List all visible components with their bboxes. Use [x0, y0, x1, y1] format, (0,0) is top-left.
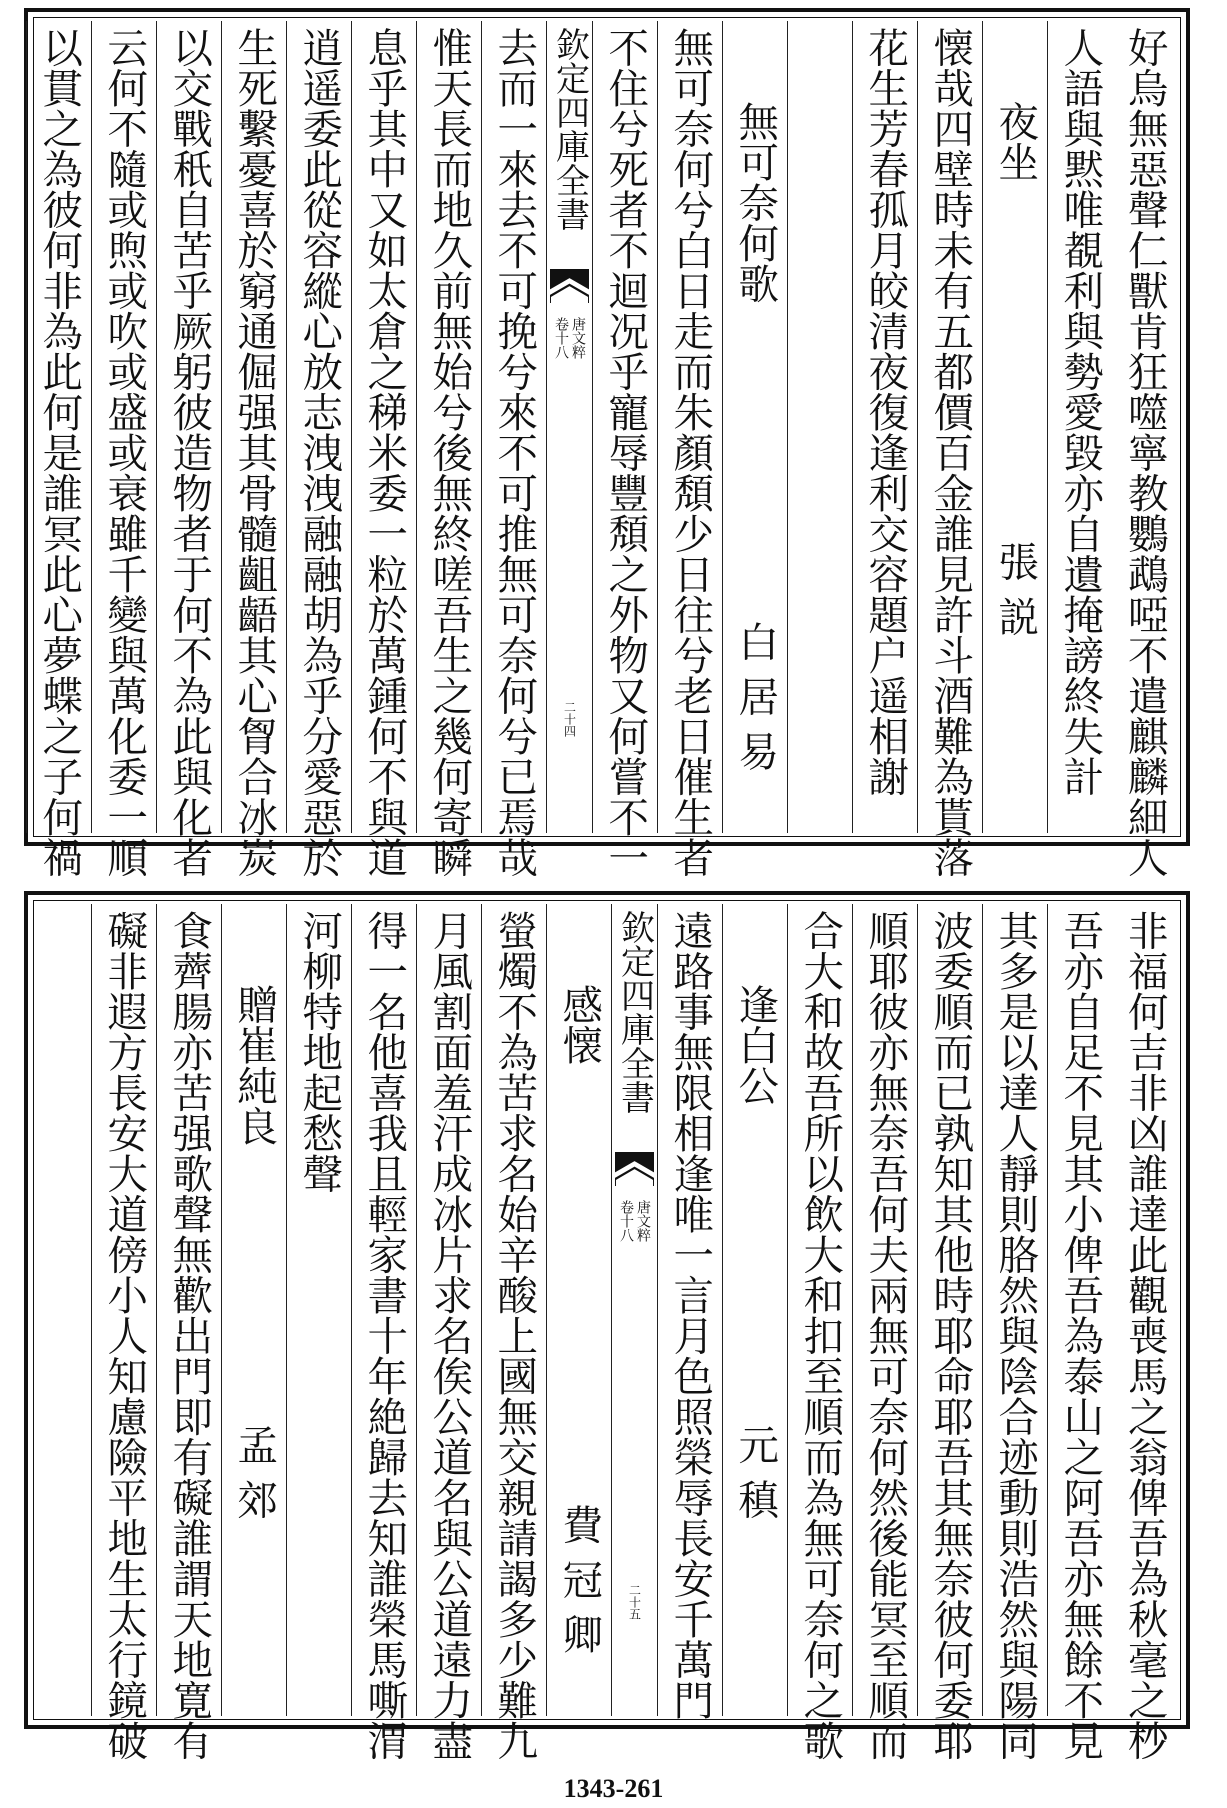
banner-column: [546, 21, 592, 833]
title-column: [221, 904, 286, 1716]
text-line: 花生芳春孤月皎清夜復逢利交容題户遥相謝: [861, 27, 910, 797]
text-line: 生死繫憂喜於窮通倔强其骨髓齟齬其心胷合冰炭: [230, 27, 279, 878]
banner-title: 欽定四庫全書: [614, 910, 655, 1114]
text-line: 遠路事無限相逢唯一言月色照榮辱長安千萬門: [666, 910, 715, 1720]
text-column: [657, 21, 722, 878]
poem-title: 無可奈何歌: [731, 101, 780, 304]
text-column: [1047, 21, 1112, 833]
text-line: 息乎其中又如太倉之稊米委一粒於萬鍾何不與道: [360, 27, 409, 878]
poem-author: 費冠卿: [555, 1504, 604, 1669]
title-column: [722, 21, 787, 833]
text-line: 食薺腸亦苦强歌聲無歡出門即有礙誰謂天地寛有: [165, 910, 214, 1761]
text-line: 礙非遐方長安大道傍小人知慮險平地生太行鏡破: [100, 910, 149, 1761]
text-line: 懐哉四壁時未有五都價百金誰見許斗酒難為貰落: [926, 27, 975, 878]
text-column: [156, 21, 221, 878]
text-line: 順耶彼亦無奈吾何夫兩無可奈何然後能冥至順而: [861, 910, 910, 1761]
text-line: 云何不隨或煦或吹或盛或衰雖千變與萬化委一順: [100, 27, 149, 878]
text-column: [481, 21, 546, 878]
text-column: [221, 21, 286, 878]
volume-label: [619, 1200, 650, 1242]
text-line: 月風割面羞汗成冰片求名俟公道名與公道遠力盡: [425, 910, 474, 1761]
text-column: [1047, 904, 1112, 1761]
leaf-number: 二十五: [627, 1584, 642, 1620]
text-line: 人語與黙唯覩利與勢愛毀亦自遺掩謗終失計: [1056, 27, 1105, 797]
poem-author: 元稹: [731, 1424, 780, 1534]
fish-tail-ornament-icon: [550, 269, 589, 303]
collection-name: 唐文粹: [635, 1200, 651, 1242]
book-page-bottom: [24, 891, 1190, 1761]
text-column: [787, 904, 852, 1761]
text-line: 得一名他喜我且輕家書十年絶歸去知誰榮馬嘶渭: [360, 910, 409, 1761]
leaf-number: 二十四: [562, 701, 577, 737]
poem-author: 孟郊: [230, 1424, 279, 1534]
collection-name: 唐文粹: [570, 317, 586, 359]
banner-title: 欽定四庫全書: [549, 27, 590, 231]
text-column: [286, 21, 351, 878]
text-line: 以貫之為彼何非為此何是誰冥此心夢蝶之子何禍: [35, 27, 84, 878]
volume-number: 卷十八: [618, 1200, 634, 1242]
text-column: [852, 21, 917, 833]
fish-tail-ornament-icon: [615, 1152, 654, 1186]
text-column: [416, 904, 481, 1761]
text-line: 無可奈何兮白日走而朱顏頽少日往兮老日催生者: [666, 27, 715, 878]
text-column: [1112, 21, 1177, 878]
text-line: 以交戰秖自苦乎厥躬彼造物者于何不為此與化者: [165, 27, 214, 878]
text-column: [917, 904, 982, 1761]
text-line: 其多是以達人靜則胳然與陰合迹動則浩然與陽同: [991, 910, 1040, 1761]
poem-title: 夜坐: [991, 101, 1040, 182]
banner-column: [611, 904, 657, 1716]
text-line: 非福何吉非凶誰達此觀喪馬之翁俾吾為秋毫之杪: [1120, 910, 1169, 1761]
text-column: [852, 904, 917, 1761]
title-column: [982, 21, 1047, 833]
poem-title: 感懐: [555, 984, 604, 1065]
text-line: 惟天長而地久前無始兮後無終嗟吾生之幾何寄瞬: [425, 27, 474, 878]
text-column: [481, 904, 546, 1761]
text-line: 逍遥委此從容縱心放志洩洩融融胡為乎分愛惡於: [295, 27, 344, 878]
poem-author: 張説: [991, 541, 1040, 651]
text-column: [26, 21, 91, 878]
text-column: [351, 21, 416, 878]
text-line: 吾亦自足不見其小俾吾為泰山之阿吾亦無餘不見: [1056, 910, 1105, 1761]
text-column: [917, 21, 982, 878]
text-column: [1112, 904, 1177, 1761]
text-line: 去而一來去不可挽兮來不可推無可奈何兮已焉哉: [490, 27, 539, 878]
volume-number: 卷十八: [553, 317, 569, 359]
text-line: 波委順而已孰知其他時耶命耶吾其無奈彼何委耶: [926, 910, 975, 1761]
text-column: [657, 904, 722, 1720]
text-column: [286, 904, 351, 1716]
text-line: 螢燭不為苦求名始辛酸上國無交親請謁多少難九: [490, 910, 539, 1761]
text-column: [982, 904, 1047, 1761]
volume-label: [554, 317, 585, 359]
poem-author: 白居易: [731, 621, 780, 786]
text-line: 河柳特地起愁聲: [295, 910, 344, 1194]
title-column: [722, 904, 787, 1716]
page-number-footer: 1343-261: [563, 1774, 664, 1803]
text-column: [416, 21, 481, 878]
poem-title: 逢白公: [731, 984, 780, 1106]
text-column: [91, 904, 156, 1761]
book-page-top: [24, 8, 1190, 878]
blank-column: [787, 21, 852, 833]
text-line: 不住兮死者不迴况乎寵辱豐頽之外物又何嘗不一: [601, 27, 650, 878]
text-column: [351, 904, 416, 1761]
text-line: 好烏無惡聲仁獸肯狂噬寧教鸚鵡啞不遣麒麟細人: [1120, 27, 1169, 878]
text-column: [592, 21, 657, 878]
poem-title: 贈崔純良: [230, 984, 279, 1146]
text-column: [91, 21, 156, 878]
title-column: [546, 904, 611, 1716]
text-column: [156, 904, 221, 1761]
text-line: 合大和故吾所以飲大和扣至順而為無可奈何之歌: [796, 910, 845, 1761]
